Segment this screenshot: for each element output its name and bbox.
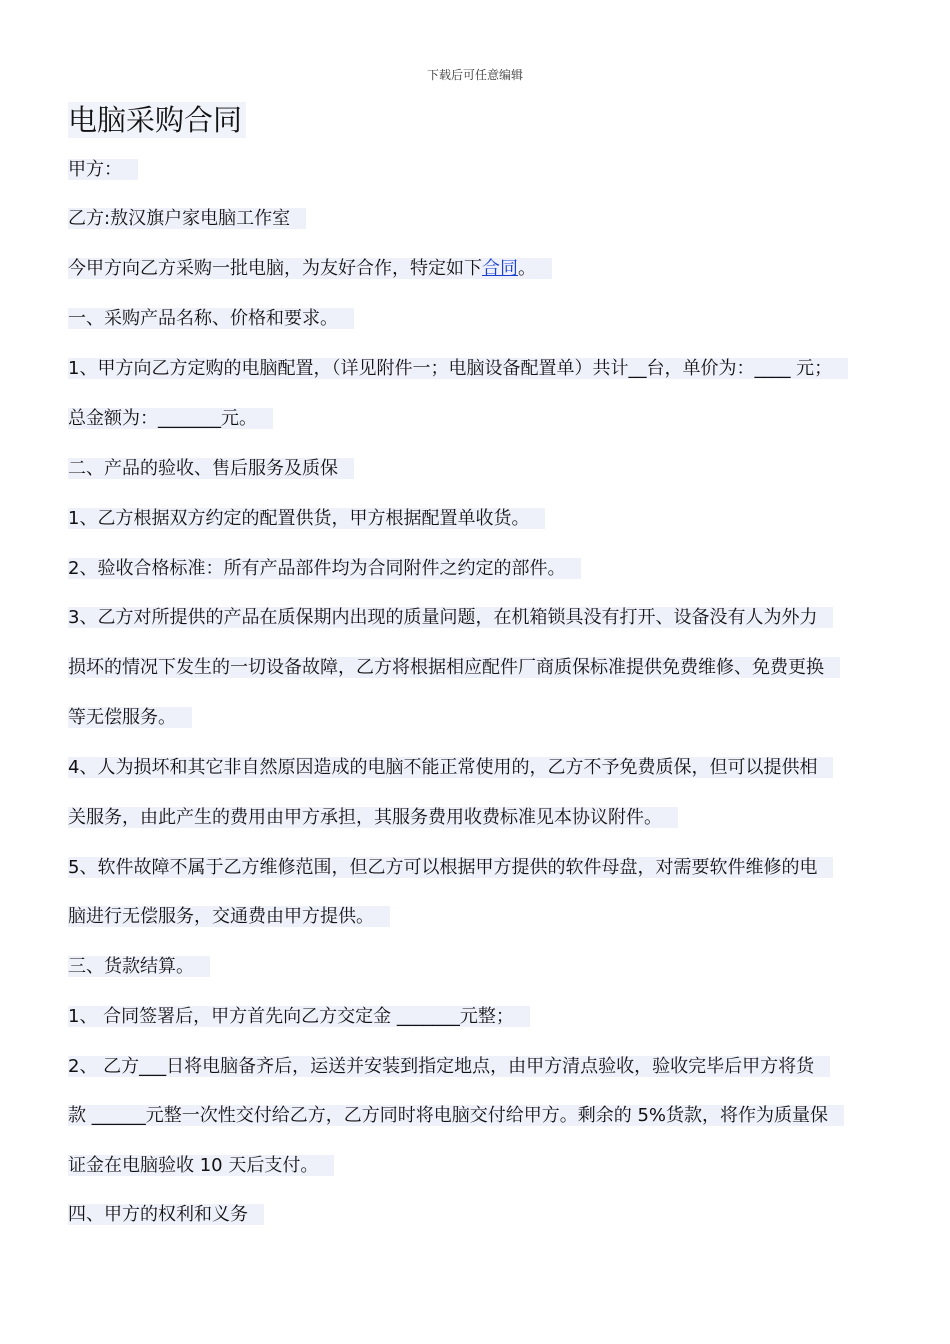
party-b-line [68,207,306,231]
section-1-title-line [68,307,354,331]
intro-text-before: 今甲方向乙方采购一批电脑，为友好合作，特定如下 [68,258,482,279]
section-2-title-line [68,457,354,481]
section-1-p1-line1 [68,357,848,381]
section-2-p3-line2 [68,656,840,680]
section-2-title: 二、产品的验收、售后服务及质保 [68,458,354,479]
section-2-p4-text2: 关服务，由此产生的费用由甲方承担，其服务费用收费标准见本协议附件。 [68,807,678,828]
intro-line [68,257,552,281]
section-3-p2-text2: 款 ______元整一次性交付给乙方，乙方同时将电脑交付给甲方。剩余的 5%货款，将作为质量保 [68,1105,844,1126]
section-3-p2-line2 [68,1104,844,1128]
section-2-p1-text: 1、乙方根据双方约定的配置供货，甲方根据配置单收货。 [68,508,545,529]
section-3-p1-text: 1、 合同签署后，甲方首先向乙方交定金 _______元整； [68,1006,530,1027]
section-2-p4-line2 [68,806,678,830]
section-3-title: 三、货款结算。 [68,956,210,977]
section-2-p3-line3 [68,706,192,730]
contract-link[interactable]: 合同 [482,258,518,279]
section-2-p3-line1 [68,606,833,630]
section-2-p1-line [68,507,545,531]
section-1-p1-text2: 总金额为：_______元。 [68,408,273,429]
section-3-p2-line3 [68,1154,334,1178]
section-2-p5-text1: 5、软件故障不属于乙方维修范围，但乙方可以根据甲方提供的软件母盘，对需要软件维修的电 [68,857,833,878]
intro-text-after: 。 [518,258,536,279]
section-2-p4-line1 [68,756,833,780]
section-1-title: 一、采购产品名称、价格和要求。 [68,308,354,329]
section-3-p2-text3: 证金在电脑验收 10 天后支付。 [68,1155,334,1176]
section-4-title: 四、甲方的权利和义务 [68,1204,264,1225]
party-a-text: 甲方： [68,159,138,180]
section-2-p3-text1: 3、乙方对所提供的产品在质保期内出现的质量问题，在机箱锁具没有打开、设备没有人为外力 [68,607,833,628]
header-note: 下载后可任意编辑 [426,68,523,82]
section-2-p2-text: 2、验收合格标准：所有产品部件均为合同附件之约定的部件。 [68,558,581,579]
section-1-p1-line2 [68,407,273,431]
section-3-p2-text1: 2、 乙方___日将电脑备齐后，运送并安装到指定地点，由甲方清点验收，验收完毕后甲方将货 [68,1056,830,1077]
section-2-p3-text3: 等无偿服务。 [68,707,192,728]
party-b-text: 乙方:敖汉旗户家电脑工作室 [68,208,306,229]
section-2-p4-text1: 4、人为损坏和其它非自然原因造成的电脑不能正常使用的，乙方不予免费质保，但可以提供相 [68,757,833,778]
page-title: 电脑采购合同 [68,102,246,138]
section-2-p2-line [68,557,581,581]
intro-paragraph [68,258,552,279]
section-3-p1-line [68,1005,530,1029]
section-2-p5-line1 [68,856,833,880]
party-a-line [68,158,138,182]
section-4-title-line [68,1203,264,1227]
section-1-p1-text1: 1、甲方向乙方定购的电脑配置，（详见附件一；电脑设备配置单）共计__台，单价为：____ 元； [68,358,848,379]
section-2-p5-text2: 脑进行无偿服务，交通费由甲方提供。 [68,906,390,927]
section-2-p3-text2: 损坏的情况下发生的一切设备故障，乙方将根据相应配件厂商质保标准提供免费维修、免费更换 [68,657,840,678]
section-3-p2-line1 [68,1055,830,1079]
section-3-title-line [68,955,210,979]
section-2-p5-line2 [68,905,390,929]
